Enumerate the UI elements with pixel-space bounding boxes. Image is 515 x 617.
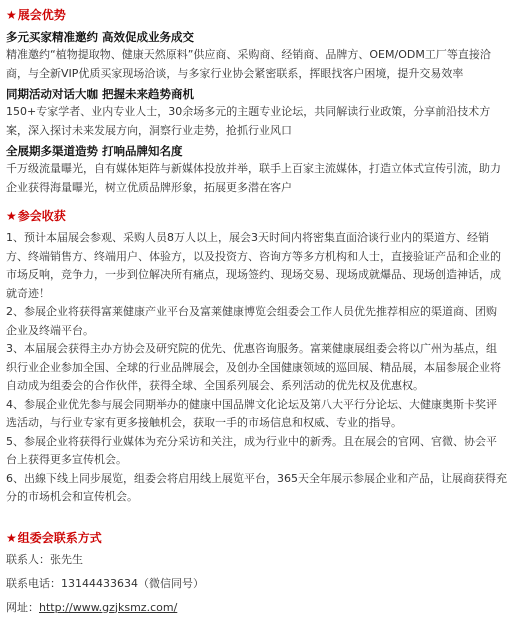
list-item: 3、本届展会获得主办方协会及研究院的优先、优惠咨询服务。富莱健康展组委会将以广州为基点，组织行业企业参加全国、全球的行业品牌展会，及创办全国健康领域的巡回展、精品展，本届参展企业将自动成为组委会的合作伙伴，获得全球、全国系列展会、系列活动的优先权及优惠权。 — [6, 342, 501, 392]
advantage-text: 千万级流量曝光，自有媒体矩阵与新媒体投放并举，联手上百家主流媒体，打造立体式宣传引流，助力企业获得海量曝光，树立优质品牌形象，拓展更多潜在客户 — [6, 162, 501, 194]
advantage-heading: 多元买家精准邀约 高效促成业务成交 — [6, 30, 195, 44]
list-item: 6、出線下线上同步展览，组委会将启用线上展览平台，365天全年展示参展企业和产品，让展商获得充分的市场机会和宣传机会。 — [6, 471, 507, 503]
section-heading-advantages — [6, 6, 507, 24]
section-title: 展会优势 — [17, 8, 66, 22]
advantage-text: 精准邀约“植物提取物、健康天然原料”供应商、采购商、经销商、品牌方、OEM/ODM工厂等直接洽商，与全新VIP优质买家现场洽谈，与多家行业协会紧密联系，挥眼找客户困境，提升交易效率 — [6, 48, 491, 80]
star-icon: ★ — [6, 8, 17, 22]
advantage-text: 150+专家学者、业内专业人士，30余场多元的主题专业论坛，共同解读行业政策，分享前沿技术方案，深入探讨未来发展方向，洞察行业走势，抢抓行业风口 — [6, 105, 491, 137]
list-item: 4、参展企业优先参与展会同期举办的健康中国品牌文化论坛及第八大平行分论坛、大健康奥斯卡奖评选活动，与行业专家有更多接触机会，获取一手的市场信息和权威、专业的指导。 — [6, 397, 497, 429]
contact-website: 网址：http://www.gzjksmz.com/ — [6, 600, 178, 614]
contact-phone: 联系电话：13144433634（微信同号） — [6, 576, 204, 590]
advantage-heading: 全展期多渠道造势 打响品牌知名度 — [6, 144, 183, 158]
section-heading-gains — [6, 207, 507, 225]
list-item: 1、预计本届展会参观、采购人员8万人以上，展会3天时间内将密集直面洽谈行业内的渠道方、经销方、终端销售方、终端用户、体验方，以及投资方、咨询方等多方机构和人士，直接验证产品和企业的市场反响，竞争力，一步到位解决所有痛点，现场签约、现场交易、现场成就爆品、现场创造神话，成就奇迹！ — [6, 231, 501, 300]
advantage-heading: 同期活动对话大咖 把握未来趋势商机 — [6, 87, 195, 101]
contact-person: 联系人：张先生 — [6, 552, 83, 566]
section-title: 参会收获 — [17, 209, 66, 223]
gains-list — [6, 229, 507, 507]
contact-block — [6, 551, 507, 617]
website-link[interactable]: http://www.gzjksmz.com/ — [39, 600, 178, 614]
list-item: 2、参展企业将获得富莱健康产业平台及富莱健康博览会组委会工作人员优先推荐相应的渠道商、团购企业及终端平台。 — [6, 305, 497, 337]
star-icon: ★ — [6, 530, 17, 545]
list-item: 5、参展企业将获得行业媒体为充分采访和关注，成为行业中的新秀。且在展会的官网、官微、协会平台上获得更多宣传机会。 — [6, 434, 497, 466]
section-title: 组委会联系方式 — [17, 530, 102, 545]
star-icon: ★ — [6, 209, 17, 223]
section-heading-contact — [6, 529, 507, 547]
